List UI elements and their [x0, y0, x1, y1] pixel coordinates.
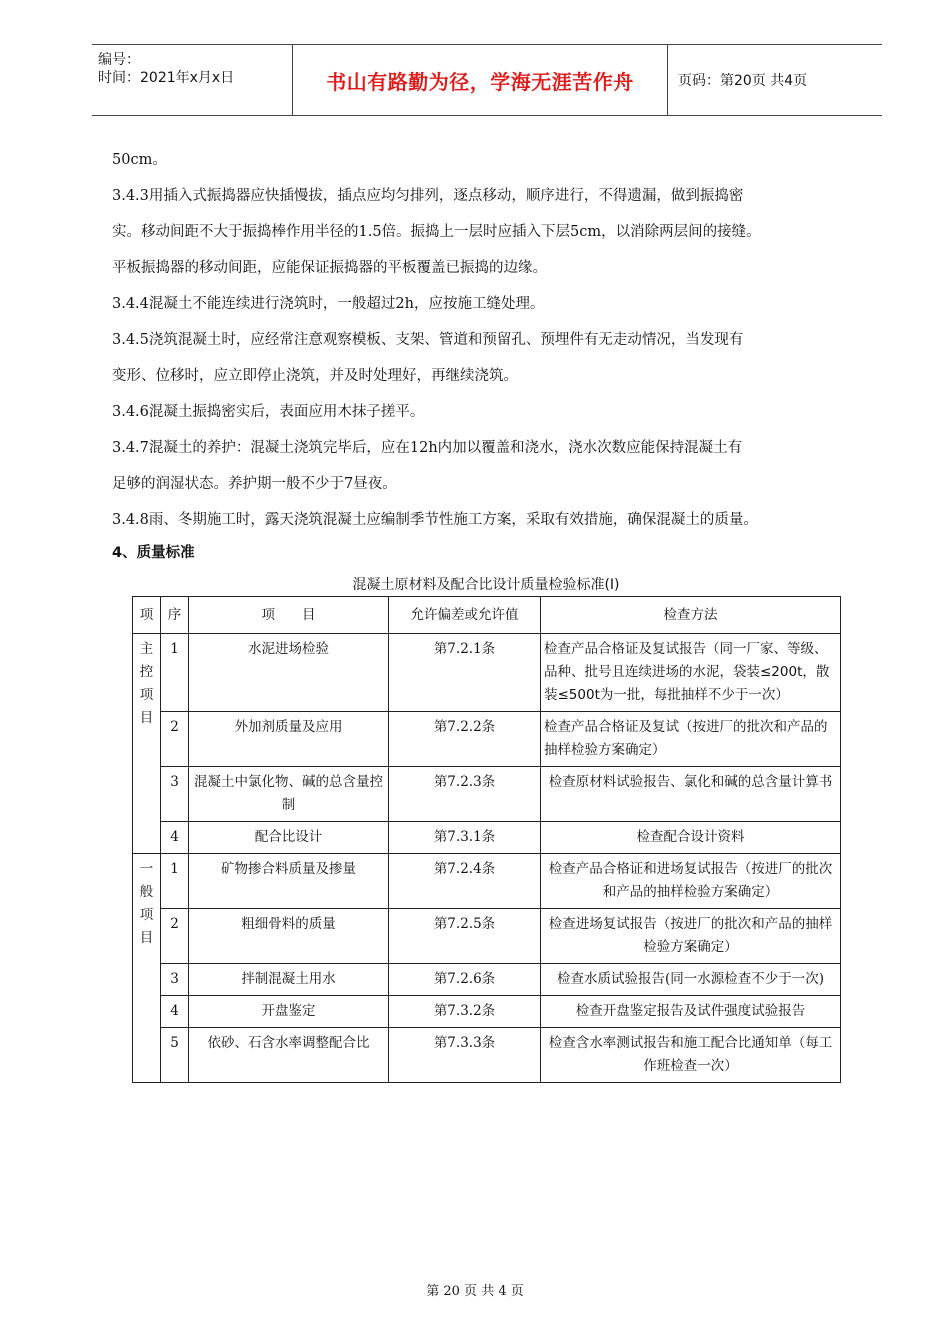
body-line: 3.4.4混凝土不能连续进行浇筑时，一般超过2h，应按施工缝处理。	[112, 296, 545, 312]
row-value: 第7.2.2条	[389, 712, 541, 767]
body-line: 3.4.8雨、冬期施工时，露天浇筑混凝土应编制季节性施工方案，采取有效措施，确保混凝土的质量。	[112, 512, 758, 528]
row-seq: 5	[161, 1028, 189, 1083]
header-meta	[92, 45, 292, 115]
quality-standard-table	[132, 596, 841, 1083]
header-method: 检查方法	[541, 597, 841, 634]
body-line: 变形、位移时，应立即停止浇筑，并及时处理好，再继续浇筑。	[112, 368, 518, 384]
table-row	[133, 712, 841, 767]
row-method: 检查水质试验报告(同一水源检查不少于一次)	[541, 964, 841, 996]
row-item: 依砂、石含水率调整配合比	[189, 1028, 389, 1083]
row-method: 检查开盘鉴定报告及试件强度试验报告	[541, 996, 841, 1028]
row-seq: 2	[161, 712, 189, 767]
row-seq: 1	[161, 854, 189, 909]
row-item: 外加剂质量及应用	[189, 712, 389, 767]
category-general: 一般项目	[133, 854, 161, 1083]
table-row	[133, 909, 841, 964]
body-line: 平板振捣器的移动间距，应能保证振捣器的平板覆盖已振捣的边缘。	[112, 260, 547, 276]
body-line: 实。移动间距不大于振捣棒作用半径的1.5倍。振捣上一层时应插入下层5cm，以消除两层间的接缝。	[112, 224, 761, 240]
row-seq: 4	[161, 996, 189, 1028]
header-seq: 序	[161, 597, 189, 634]
row-value: 第7.2.6条	[389, 964, 541, 996]
row-method: 检查原材料试验报告、氯化和碱的总含量计算书	[541, 767, 841, 822]
body-line: 3.4.7混凝土的养护：混凝土浇筑完毕后，应在12h内加以覆盖和浇水，浇水次数应能保持混凝土有	[112, 440, 743, 456]
row-method: 检查产品合格证及复试报告（同一厂家、等级、品种、批号且连续进场的水泥，袋装≤200t，散装≤500t为一批，每批抽样不少于一次）	[541, 634, 841, 712]
header-value: 允许偏差或允许值	[389, 597, 541, 634]
header-page-info: 页码：第20页 共4页	[678, 73, 808, 89]
table-row	[133, 767, 841, 822]
row-value: 第7.3.3条	[389, 1028, 541, 1083]
table-row	[133, 1028, 841, 1083]
row-method: 检查进场复试报告（按进厂的批次和产品的抽样检验方案确定）	[541, 909, 841, 964]
table-row	[133, 822, 841, 854]
row-value: 第7.2.3条	[389, 767, 541, 822]
row-value: 第7.3.2条	[389, 996, 541, 1028]
row-value: 第7.2.4条	[389, 854, 541, 909]
table-header-row	[133, 597, 841, 634]
row-seq: 3	[161, 767, 189, 822]
document-number: 编号：	[98, 52, 140, 68]
row-method: 检查配合设计资料	[541, 822, 841, 854]
table-row	[133, 854, 841, 909]
row-seq: 1	[161, 634, 189, 712]
section-title: 4、质量标准	[112, 545, 195, 561]
row-item: 水泥进场检验	[189, 634, 389, 712]
row-item: 开盘鉴定	[189, 996, 389, 1028]
page-footer: 第 20 页 共 4 页	[426, 1284, 524, 1299]
table-row	[133, 964, 841, 996]
category-main: 主控项目	[133, 634, 161, 854]
table-row	[133, 634, 841, 712]
body-line: 3.4.6混凝土振捣密实后，表面应用木抹子搓平。	[112, 404, 425, 420]
row-item: 粗细骨料的质量	[189, 909, 389, 964]
header-item: 项 目	[189, 597, 389, 634]
header-motto: 书山有路勤为径，学海无涯苦作舟	[292, 45, 668, 115]
row-seq: 2	[161, 909, 189, 964]
body-text	[112, 142, 872, 568]
row-method: 检查产品合格证及复试（按进厂的批次和产品的抽样检验方案确定）	[541, 712, 841, 767]
row-value: 第7.2.1条	[389, 634, 541, 712]
page-header	[92, 44, 882, 116]
row-item: 混凝土中氯化物、碱的总含量控制	[189, 767, 389, 822]
row-value: 第7.2.5条	[389, 909, 541, 964]
body-line: 3.4.5浇筑混凝土时，应经常注意观察模板、支架、管道和预留孔、预埋件有无走动情况，当发现有	[112, 332, 744, 348]
row-item: 配合比设计	[189, 822, 389, 854]
header-category: 项	[133, 597, 161, 634]
row-value: 第7.3.1条	[389, 822, 541, 854]
table-row	[133, 996, 841, 1028]
row-method: 检查产品合格证和进场复试报告（按进厂的批次和产品的抽样检验方案确定）	[541, 854, 841, 909]
body-line: 3.4.3用插入式振捣器应快插慢拔，插点应均匀排列，逐点移动，顺序进行，不得遗漏，做到振捣密	[112, 188, 744, 204]
body-line: 50cm。	[112, 152, 167, 168]
row-method: 检查含水率测试报告和施工配合比通知单（每工作班检查一次）	[541, 1028, 841, 1083]
row-item: 矿物掺合料质量及掺量	[189, 854, 389, 909]
document-date: 时间：2021年x月x日	[98, 70, 235, 86]
row-item: 拌制混凝土用水	[189, 964, 389, 996]
table-title: 混凝土原材料及配合比设计质量检验标准(I)	[352, 577, 620, 593]
row-seq: 4	[161, 822, 189, 854]
row-seq: 3	[161, 964, 189, 996]
body-line: 足够的润湿状态。养护期一般不少于7昼夜。	[112, 476, 397, 492]
